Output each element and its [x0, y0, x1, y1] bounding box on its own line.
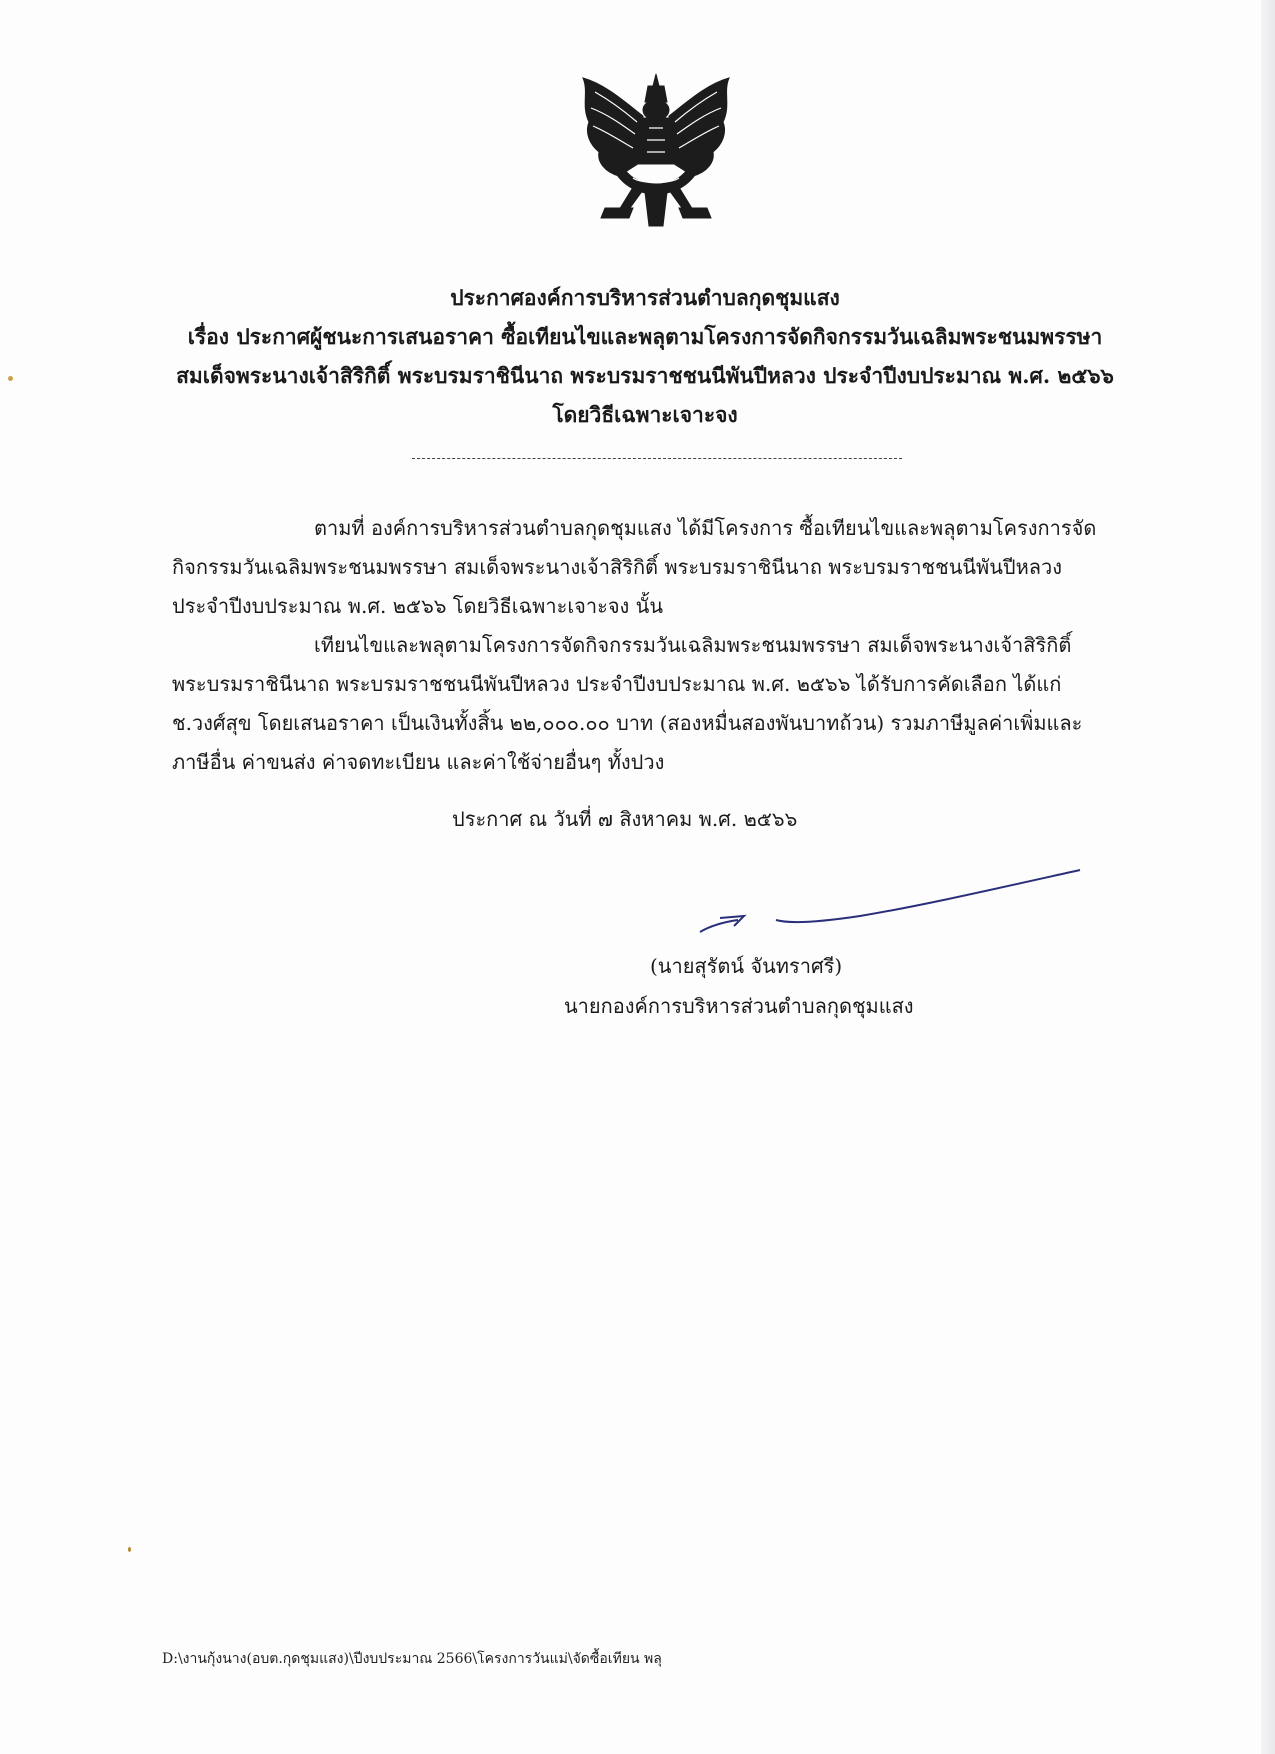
heading-line-3: สมเด็จพระนางเจ้าสิริกิติ์ พระบรมราชินีนาถ พระบรมราชชนนีพันปีหลวง ประจำปีงบประมาณ พ.ศ. ๒๕๖๖ — [176, 363, 1114, 388]
announcement-date: ประกาศ ณ วันที่ ๗ สิงหาคม พ.ศ. ๒๕๖๖ — [452, 807, 798, 831]
paper-speck — [128, 1547, 131, 1552]
dashed-divider — [412, 458, 902, 459]
paragraph-2-line: เทียนไขและพลุตามโครงการจัดกิจกรรมวันเฉลิมพระชนมพรรษา สมเด็จพระนางเจ้าสิริกิติ์ — [314, 633, 1072, 657]
handwritten-signature-icon — [690, 860, 1090, 940]
heading-line-1: ประกาศองค์การบริหารส่วนตำบลกุดชุมแสง — [450, 285, 840, 310]
paragraph-1 — [172, 509, 1150, 626]
signer-title: นายกองค์การบริหารส่วนตำบลกุดชุมแสง — [564, 994, 914, 1018]
paragraph-2-line: ภาษีอื่น ค่าขนส่ง ค่าจดทะเบียน และค่าใช้จ่ายอื่นๆ ทั้งปวง — [172, 750, 665, 774]
paragraph-2-line: พระบรมราชินีนาถ พระบรมราชชนนีพันปีหลวง ประจำปีงบประมาณ พ.ศ. ๒๕๖๖ ได้รับการคัดเลือก ได้แก่ — [172, 672, 1062, 696]
paragraph-1-line: ตามที่ องค์การบริหารส่วนตำบลกุดชุมแสง ได้มีโครงการ ซื้อเทียนไขและพลุตามโครงการจัด — [314, 516, 1097, 540]
page-edge — [1261, 0, 1275, 1754]
paragraph-2 — [172, 626, 1150, 782]
signer-name: (นายสุรัตน์ จันทราศรี) — [650, 954, 843, 978]
paragraph-1-line: ประจำปีงบประมาณ พ.ศ. ๒๕๖๖ โดยวิธีเฉพาะเจาะจง นั้น — [172, 594, 664, 618]
announcement-heading — [150, 278, 1140, 434]
paper-speck — [8, 376, 13, 381]
heading-line-4: โดยวิธีเฉพาะเจาะจง — [552, 402, 738, 427]
paragraph-1-line: กิจกรรมวันเฉลิมพระชนมพรรษา สมเด็จพระนางเจ้าสิริกิติ์ พระบรมราชินีนาถ พระบรมราชชนนีพันปีหลวง — [172, 555, 1063, 579]
heading-line-2: เรื่อง ประกาศผู้ชนะการเสนอราคา ซื้อเทียนไขและพลุตามโครงการจัดกิจกรรมวันเฉลิมพระชนมพรรษา — [187, 324, 1103, 349]
paragraph-2-line: ช.วงศ์สุข โดยเสนอราคา เป็นเงินทั้งสิ้น ๒๒,๐๐๐.๐๐ บาท (สองหมื่นสองพันบาทถ้วน) รวมภาษีมูลค่าเพิ่มและ — [172, 711, 1083, 735]
file-path-footer: D:\งานกุ้งนาง(อบต.กุดชุมแสง)\ปีงบประมาณ 2566\โครงการวันแม่\จัดซื้อเทียน พลุ — [162, 1651, 662, 1667]
garuda-emblem-icon — [575, 72, 737, 230]
